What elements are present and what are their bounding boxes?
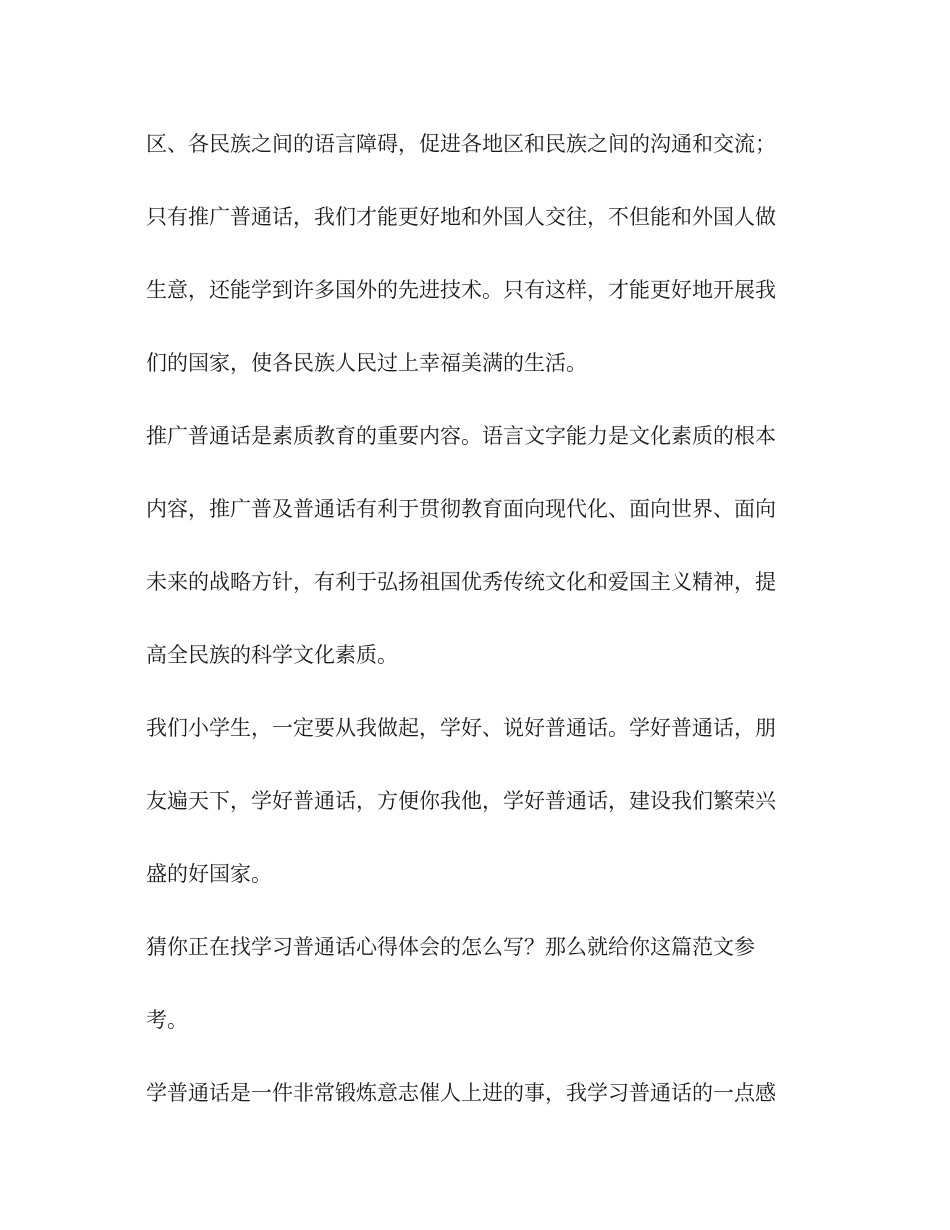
text-line-5: 推广普通话是素质教育的重要内容。语言文字能力是文化素质的根本	[146, 424, 776, 448]
text-line-2: 只有推广普通话，我们才能更好地和外国人交往，不但能和外国人做	[146, 205, 776, 229]
text-line-13: 考。	[146, 1008, 188, 1032]
text-line-6: 内容，推广普及普通话有利于贯彻教育面向现代化、面向世界、面向	[146, 497, 776, 521]
text-line-12: 猜你正在找学习普通话心得体会的怎么写？那么就给你这篇范文参	[146, 935, 755, 959]
text-line-4: 们的国家，使各民族人民过上幸福美满的生活。	[146, 351, 587, 375]
text-line-8: 高全民族的科学文化素质。	[146, 643, 398, 667]
text-line-14: 学普通话是一件非常锻炼意志催人上进的事，我学习普通话的一点感	[146, 1081, 776, 1105]
text-line-9: 我们小学生，一定要从我做起，学好、说好普通话。学好普通话，朋	[146, 716, 776, 740]
text-line-1: 区、各民族之间的语言障碍，促进各地区和民族之间的沟通和交流；	[146, 132, 776, 156]
text-line-3: 生意，还能学到许多国外的先进技术。只有这样，才能更好地开展我	[146, 278, 776, 302]
document-body	[146, 120, 806, 1117]
text-line-7: 未来的战略方针，有利于弘扬祖国优秀传统文化和爱国主义精神，提	[146, 570, 776, 594]
text-line-10: 友遍天下，学好普通话，方便你我他，学好普通话，建设我们繁荣兴	[146, 789, 776, 813]
text-line-11: 盛的好国家。	[146, 862, 272, 886]
